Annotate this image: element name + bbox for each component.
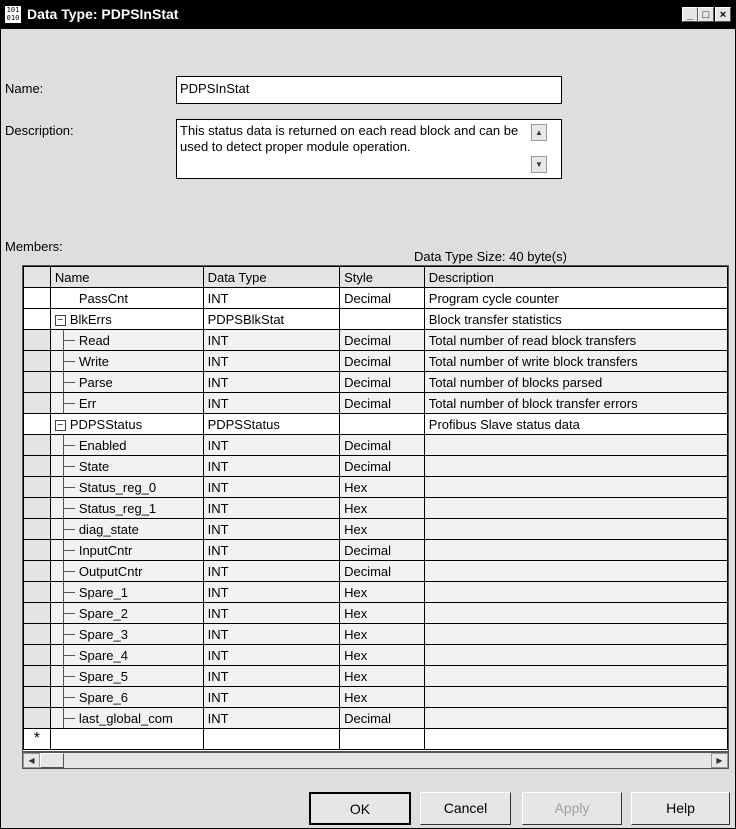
scroll-thumb[interactable]	[40, 753, 64, 768]
members-label: Members:	[5, 239, 63, 254]
member-description[interactable]	[424, 435, 727, 456]
member-data-type[interactable]: PDPSStatus	[203, 414, 340, 435]
member-name-cell[interactable]	[50, 687, 203, 708]
member-description[interactable]	[424, 624, 727, 645]
member-name-cell[interactable]	[50, 603, 203, 624]
scroll-down-button[interactable]: ▼	[531, 156, 547, 173]
members-grid[interactable]	[22, 265, 729, 752]
table-row[interactable]	[24, 456, 728, 477]
tree-branch	[63, 529, 75, 530]
member-description[interactable]	[424, 561, 727, 582]
row-selector[interactable]	[24, 393, 51, 414]
member-name: InputCntr	[78, 542, 133, 558]
member-data-type[interactable]: INT	[203, 561, 340, 582]
tree-branch	[63, 508, 75, 509]
help-button[interactable]: Help	[631, 792, 730, 825]
row-selector[interactable]	[24, 603, 51, 624]
member-name-cell[interactable]	[50, 456, 203, 477]
app-icon: 101 010	[6, 6, 20, 22]
tree-branch	[63, 550, 75, 551]
name-field[interactable]	[176, 76, 562, 104]
row-selector[interactable]	[24, 435, 51, 456]
member-name-cell[interactable]	[50, 519, 203, 540]
member-data-type[interactable]: INT	[203, 603, 340, 624]
tree-branch	[63, 466, 75, 467]
member-data-type[interactable]: INT	[203, 372, 340, 393]
member-description[interactable]	[424, 519, 727, 540]
table-row[interactable]	[24, 414, 728, 435]
member-name-cell[interactable]	[50, 309, 203, 330]
table-row[interactable]	[24, 603, 728, 624]
table-row[interactable]	[24, 477, 728, 498]
tree-branch	[63, 592, 75, 593]
member-style[interactable]: Hex	[340, 687, 425, 708]
members-table	[23, 266, 728, 750]
member-description[interactable]	[424, 687, 727, 708]
member-name: Read	[78, 332, 110, 348]
member-data-type[interactable]: INT	[203, 477, 340, 498]
member-name-cell[interactable]	[50, 393, 203, 414]
member-name-cell[interactable]	[50, 477, 203, 498]
member-name: Err	[78, 395, 97, 411]
column-header-data-type[interactable]: Data Type	[203, 267, 340, 288]
row-selector-header[interactable]	[24, 267, 51, 288]
member-data-type[interactable]: INT	[203, 666, 340, 687]
member-style[interactable]	[340, 309, 425, 330]
member-name-cell[interactable]	[50, 624, 203, 645]
table-row[interactable]	[24, 519, 728, 540]
tree-branch	[63, 634, 75, 635]
member-data-type[interactable]: INT	[203, 708, 340, 729]
table-row[interactable]	[24, 372, 728, 393]
member-data-type[interactable]: INT	[203, 540, 340, 561]
tree-branch	[63, 655, 75, 656]
member-data-type[interactable]: INT	[203, 330, 340, 351]
table-row[interactable]	[24, 393, 728, 414]
tree-branch	[63, 340, 75, 341]
member-name: Status_reg_1	[78, 500, 157, 516]
member-style[interactable]: Decimal	[340, 288, 425, 309]
row-selector[interactable]	[24, 477, 51, 498]
collapse-toggle-icon[interactable]: −	[55, 315, 66, 326]
member-description[interactable]	[424, 603, 727, 624]
row-selector[interactable]	[24, 519, 51, 540]
tree-branch	[63, 697, 75, 698]
table-row[interactable]	[24, 435, 728, 456]
member-name-cell[interactable]	[50, 414, 203, 435]
member-data-type[interactable]: INT	[203, 288, 340, 309]
member-style[interactable]	[340, 414, 425, 435]
member-name: PDPSStatus	[69, 416, 143, 432]
table-row[interactable]	[24, 645, 728, 666]
scroll-up-button[interactable]: ▲	[531, 124, 547, 141]
table-row[interactable]	[24, 540, 728, 561]
member-data-type[interactable]: INT	[203, 498, 340, 519]
scroll-left-button[interactable]: ◀	[23, 753, 40, 768]
apply-button[interactable]: Apply	[522, 792, 622, 825]
tree-branch	[63, 676, 75, 677]
member-name: Spare_5	[78, 668, 128, 684]
member-data-type[interactable]: INT	[203, 456, 340, 477]
member-name-cell[interactable]	[50, 540, 203, 561]
member-name: Spare_6	[78, 689, 128, 705]
row-selector[interactable]	[24, 666, 51, 687]
member-style[interactable]: Hex	[340, 519, 425, 540]
member-style[interactable]: Hex	[340, 498, 425, 519]
new-row-cell[interactable]	[340, 729, 425, 750]
member-data-type[interactable]: INT	[203, 519, 340, 540]
member-name-cell[interactable]	[50, 498, 203, 519]
row-selector[interactable]	[24, 561, 51, 582]
member-name: diag_state	[78, 521, 139, 537]
member-data-type[interactable]: INT	[203, 435, 340, 456]
maximize-button[interactable]: □	[698, 7, 714, 22]
member-description[interactable]	[424, 456, 727, 477]
tree-branch	[63, 571, 75, 572]
member-style[interactable]: Hex	[340, 582, 425, 603]
member-data-type[interactable]: INT	[203, 687, 340, 708]
member-name: last_global_com	[78, 710, 173, 726]
member-style[interactable]: Hex	[340, 603, 425, 624]
row-selector[interactable]	[24, 309, 51, 330]
member-description[interactable]	[424, 477, 727, 498]
row-selector[interactable]	[24, 582, 51, 603]
horizontal-scrollbar[interactable]	[22, 752, 729, 769]
member-description[interactable]	[424, 498, 727, 519]
member-name-cell[interactable]	[50, 435, 203, 456]
member-name: Status_reg_0	[78, 479, 157, 495]
member-data-type[interactable]: INT	[203, 393, 340, 414]
tree-branch	[63, 487, 75, 488]
member-style[interactable]: Decimal	[340, 456, 425, 477]
member-description[interactable]	[424, 666, 727, 687]
member-description[interactable]: Total number of write block transfers	[424, 351, 727, 372]
member-style[interactable]: Hex	[340, 645, 425, 666]
member-description[interactable]: Total number of block transfer errors	[424, 393, 727, 414]
tree-branch	[63, 718, 75, 719]
new-row-cell[interactable]	[424, 729, 727, 750]
member-description[interactable]: Program cycle counter	[424, 288, 727, 309]
table-row[interactable]	[24, 288, 728, 309]
row-selector[interactable]	[24, 687, 51, 708]
column-header-name[interactable]: Name	[50, 267, 203, 288]
scroll-right-button[interactable]: ▶	[711, 753, 728, 768]
member-description[interactable]: Total number of blocks parsed	[424, 372, 727, 393]
member-style[interactable]: Decimal	[340, 330, 425, 351]
row-selector[interactable]	[24, 645, 51, 666]
member-style[interactable]: Decimal	[340, 540, 425, 561]
table-row[interactable]	[24, 330, 728, 351]
member-name: OutputCntr	[78, 563, 143, 579]
table-row[interactable]	[24, 687, 728, 708]
ok-button[interactable]: OK	[309, 792, 411, 825]
row-selector[interactable]	[24, 330, 51, 351]
member-description[interactable]: Block transfer statistics	[424, 309, 727, 330]
window-title: Data Type: PDPSInStat	[27, 6, 179, 22]
member-data-type[interactable]: INT	[203, 624, 340, 645]
row-selector[interactable]	[24, 288, 51, 309]
member-data-type[interactable]: INT	[203, 582, 340, 603]
table-row[interactable]	[24, 309, 728, 330]
member-name: Spare_1	[78, 584, 128, 600]
tree-branch	[63, 403, 75, 404]
table-row[interactable]	[24, 666, 728, 687]
member-data-type[interactable]: INT	[203, 645, 340, 666]
description-field[interactable]	[176, 119, 562, 179]
row-selector[interactable]	[24, 540, 51, 561]
member-description[interactable]	[424, 540, 727, 561]
tree-branch	[63, 382, 75, 383]
member-description[interactable]: Profibus Slave status data	[424, 414, 727, 435]
member-style[interactable]: Decimal	[340, 435, 425, 456]
member-name: PassCnt	[78, 290, 128, 306]
new-row-marker[interactable]: *	[24, 729, 51, 750]
tree-branch	[63, 613, 75, 614]
member-name-cell[interactable]	[50, 288, 203, 309]
data-type-size: Data Type Size: 40 byte(s)	[414, 249, 567, 264]
member-description[interactable]	[424, 645, 727, 666]
title-bar[interactable]	[1, 1, 735, 29]
member-name: Parse	[78, 374, 113, 390]
minimize-button[interactable]: _	[682, 7, 698, 22]
member-data-type[interactable]: PDPSBlkStat	[203, 309, 340, 330]
cancel-button[interactable]: Cancel	[420, 792, 511, 825]
header-row	[24, 267, 728, 288]
description-value: This status data is returned on each read block and can be used to detect proper module operation.	[180, 123, 519, 154]
row-selector[interactable]	[24, 372, 51, 393]
member-name-cell[interactable]	[50, 372, 203, 393]
description-label: Description:	[5, 123, 74, 138]
close-button[interactable]: ×	[715, 7, 731, 22]
member-name-cell[interactable]	[50, 330, 203, 351]
row-selector[interactable]	[24, 708, 51, 729]
member-style[interactable]: Decimal	[340, 393, 425, 414]
row-selector[interactable]	[24, 414, 51, 435]
row-selector[interactable]	[24, 624, 51, 645]
name-value: PDPSInStat	[180, 81, 250, 96]
member-name: Enabled	[78, 437, 127, 453]
member-name-cell[interactable]	[50, 708, 203, 729]
new-row-cell[interactable]	[50, 729, 203, 750]
member-name-cell[interactable]	[50, 666, 203, 687]
tree-branch	[63, 445, 75, 446]
member-name-cell[interactable]	[50, 561, 203, 582]
member-name: State	[78, 458, 110, 474]
member-name: Spare_4	[78, 647, 128, 663]
table-row[interactable]	[24, 624, 728, 645]
row-selector[interactable]	[24, 498, 51, 519]
member-name-cell[interactable]	[50, 582, 203, 603]
tree-branch	[63, 361, 75, 362]
name-label: Name:	[5, 81, 44, 96]
new-row[interactable]	[24, 729, 728, 750]
member-description[interactable]: Total number of read block transfers	[424, 330, 727, 351]
member-style[interactable]: Hex	[340, 666, 425, 687]
table-row[interactable]	[24, 708, 728, 729]
table-row[interactable]	[24, 561, 728, 582]
member-style[interactable]: Hex	[340, 624, 425, 645]
member-name-cell[interactable]	[50, 645, 203, 666]
row-selector[interactable]	[24, 351, 51, 372]
member-name: Spare_2	[78, 605, 128, 621]
member-description[interactable]	[424, 582, 727, 603]
member-name: Write	[78, 353, 109, 369]
table-row[interactable]	[24, 351, 728, 372]
member-name: Spare_3	[78, 626, 128, 642]
member-style[interactable]: Decimal	[340, 708, 425, 729]
table-row[interactable]	[24, 582, 728, 603]
row-selector[interactable]	[24, 456, 51, 477]
column-header-style[interactable]: Style	[340, 267, 425, 288]
member-name: BlkErrs	[69, 311, 112, 327]
collapse-toggle-icon[interactable]: −	[55, 420, 66, 431]
member-style[interactable]: Decimal	[340, 372, 425, 393]
member-style[interactable]: Hex	[340, 477, 425, 498]
member-style[interactable]: Decimal	[340, 561, 425, 582]
column-header-description[interactable]: Description	[424, 267, 727, 288]
table-row[interactable]	[24, 498, 728, 519]
member-data-type[interactable]: INT	[203, 351, 340, 372]
member-description[interactable]	[424, 708, 727, 729]
new-row-cell[interactable]	[203, 729, 340, 750]
member-style[interactable]: Decimal	[340, 351, 425, 372]
member-name-cell[interactable]	[50, 351, 203, 372]
